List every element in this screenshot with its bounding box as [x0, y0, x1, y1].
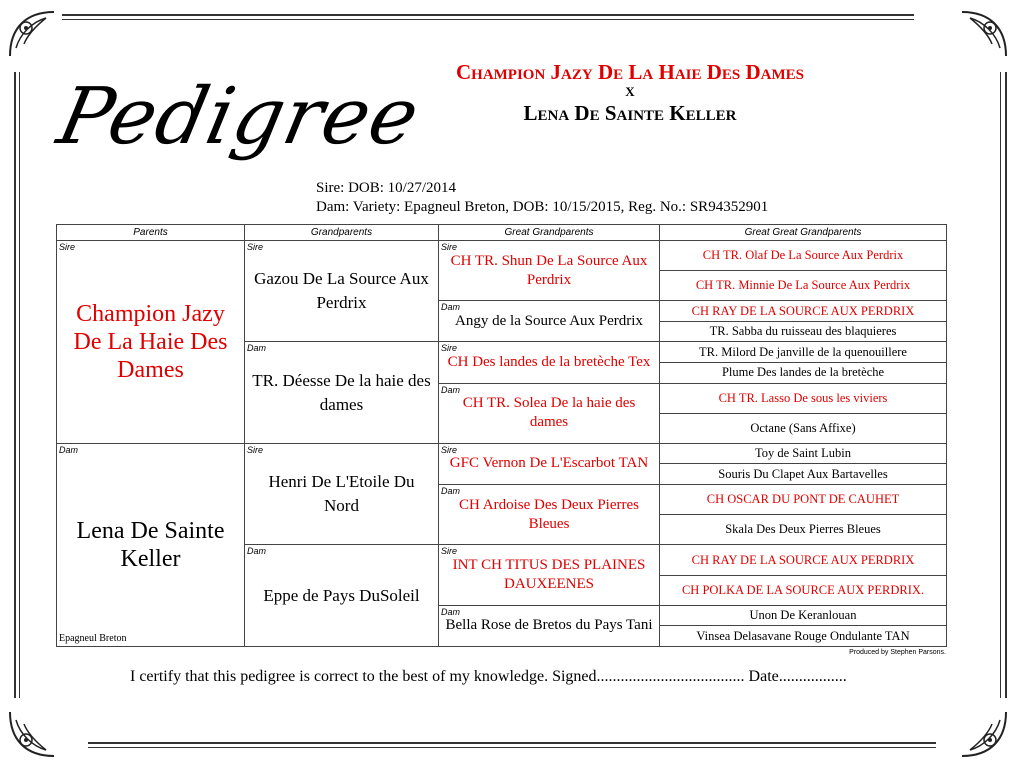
great-grandparent-name: Bella Rose de Bretos du Pays Tani [445, 617, 653, 634]
left-border-line [14, 72, 16, 698]
great-great-grandparent-cell: CH TR. Minnie De La Source Aux Perdrix [660, 271, 947, 301]
parent-cell-dam [57, 443, 245, 646]
cell-tag: Sire [247, 242, 264, 252]
cell-tag: Sire [441, 242, 458, 252]
pedigree-table [56, 224, 947, 647]
column-header-great-grandparents: Great Grandparents [439, 225, 660, 241]
bottom-border-line [88, 742, 936, 744]
grandparent-cell [245, 241, 439, 342]
parent-dam-name: Lena De Sainte Keller [76, 517, 225, 572]
great-grandparent-cell [439, 383, 660, 443]
great-grandparent-cell [439, 443, 660, 484]
column-header-grandparents: Grandparents [245, 225, 439, 241]
produced-by-credit: Produced by Stephen Parsons. [849, 649, 946, 656]
grandparent-cell [245, 545, 439, 647]
dam-info-line: Dam: Variety: Epagneul Breton, DOB: 10/15/2015, Reg. No.: SR94352901 [316, 199, 769, 215]
bottom-border-line-inner [88, 747, 936, 748]
great-grandparent-cell [439, 342, 660, 383]
heading-dam-name: Lena De Sainte Keller [523, 101, 737, 125]
corner-ornament-top-left-icon [6, 8, 58, 60]
great-great-grandparent-cell: CH RAY DE LA SOURCE AUX PERDRIX [660, 301, 947, 322]
great-great-grandparent-cell: CH RAY DE LA SOURCE AUX PERDRIX [660, 545, 947, 575]
grandparent-cell [245, 342, 439, 443]
great-great-grandparent-cell: Skala Des Deux Pierres Bleues [660, 515, 947, 545]
cell-tag: Dam [59, 444, 79, 455]
grandparent-name: Eppe de Pays DuSoleil [263, 585, 420, 605]
great-grandparent-name: INT CH TITUS DES PLAINES DAUXEENES [452, 557, 646, 593]
column-header-parents: Parents [57, 225, 245, 241]
great-grandparent-cell [439, 301, 660, 342]
pedigree-script-title: Pedigree [50, 72, 428, 162]
top-border-line-inner [62, 19, 914, 20]
corner-ornament-top-right-icon [958, 8, 1010, 60]
great-grandparent-cell [439, 605, 660, 646]
great-great-grandparent-cell: Toy de Saint Lubin [660, 443, 947, 464]
cell-tag: Sire [441, 343, 458, 354]
cell-tag: Dam [247, 343, 267, 354]
parent-sire-name: Champion Jazy De La Haie Des Dames [73, 300, 228, 383]
great-grandparent-name: CH TR. Solea De la haie des dames [462, 395, 636, 431]
great-great-grandparent-cell: Plume Des landes de la bretèche [660, 363, 947, 384]
great-grandparent-name: Angy de la Source Aux Perdrix [455, 312, 643, 329]
great-grandparent-name: CH Ardoise Des Deux Pierres Bleues [459, 496, 639, 532]
right-border-line [1005, 72, 1007, 698]
cell-tag: Sire [59, 242, 76, 252]
grandparent-name: Henri De L'Etoile Du Nord [268, 472, 415, 516]
cell-tag: Sire [441, 546, 458, 557]
top-border-line [62, 14, 914, 16]
right-border-line-inner [1000, 72, 1001, 698]
great-grandparent-cell [439, 485, 660, 545]
cell-tag: Dam [247, 546, 267, 557]
corner-ornament-bottom-right-icon [958, 708, 1010, 760]
heading-cross: x [625, 80, 635, 100]
cell-tag: Dam [441, 486, 461, 497]
great-great-grandparent-cell: Unon De Keranlouan [660, 605, 947, 626]
great-grandparent-cell [439, 545, 660, 605]
certification-statement: I certify that this pedigree is correct to the best of my knowledge. Signed..................................... Date................. [130, 668, 847, 685]
great-great-grandparent-cell: CH POLKA DE LA SOURCE AUX PERDRIX. [660, 575, 947, 605]
great-great-grandparent-cell: CH TR. Lasso De sous les viviers [660, 383, 947, 413]
great-great-grandparent-cell: CH TR. Olaf De La Source Aux Perdrix [660, 241, 947, 271]
great-great-grandparent-cell: Octane (Sans Affixe) [660, 413, 947, 443]
grandparent-name: TR. Déesse De la haie des dames [252, 370, 431, 414]
cell-tag: Dam [441, 384, 461, 395]
great-great-grandparent-cell: TR. Milord De janville de la quenouillere [660, 342, 947, 363]
cell-tag: Dam [441, 302, 461, 313]
sire-info-line: Sire: DOB: 10/27/2014 [316, 180, 457, 196]
great-great-grandparent-cell: TR. Sabba du ruisseau des blaquieres [660, 321, 947, 342]
column-header-great-great-grandparents: Great Great Grandparents [660, 225, 947, 241]
great-grandparent-cell [439, 241, 660, 301]
dam-breed-label: Epagneul Breton [59, 633, 127, 644]
parent-cell-sire [57, 241, 245, 444]
cell-tag: Dam [441, 606, 461, 617]
grandparent-cell [245, 443, 439, 544]
cell-tag: Sire [247, 444, 264, 455]
grandparent-name: Gazou De La Source Aux Perdrix [254, 269, 429, 313]
great-great-grandparent-cell: Souris Du Clapet Aux Bartavelles [660, 464, 947, 485]
heading-sire-name: Champion Jazy De La Haie Des Dames [455, 60, 805, 84]
great-grandparent-name: GFC Vernon De L'Escarbot TAN [449, 455, 649, 472]
great-grandparent-name: CH Des landes de la bretèche Tex [447, 354, 651, 371]
cell-tag: Sire [441, 444, 458, 455]
left-border-line-inner [19, 72, 20, 698]
corner-ornament-bottom-left-icon [6, 708, 58, 760]
great-grandparent-name: CH TR. Shun De La Source Aux Perdrix [450, 252, 648, 288]
great-great-grandparent-cell: Vinsea Delasavane Rouge Ondulante TAN [660, 626, 947, 647]
great-great-grandparent-cell: CH OSCAR DU PONT DE CAUHET [660, 485, 947, 515]
